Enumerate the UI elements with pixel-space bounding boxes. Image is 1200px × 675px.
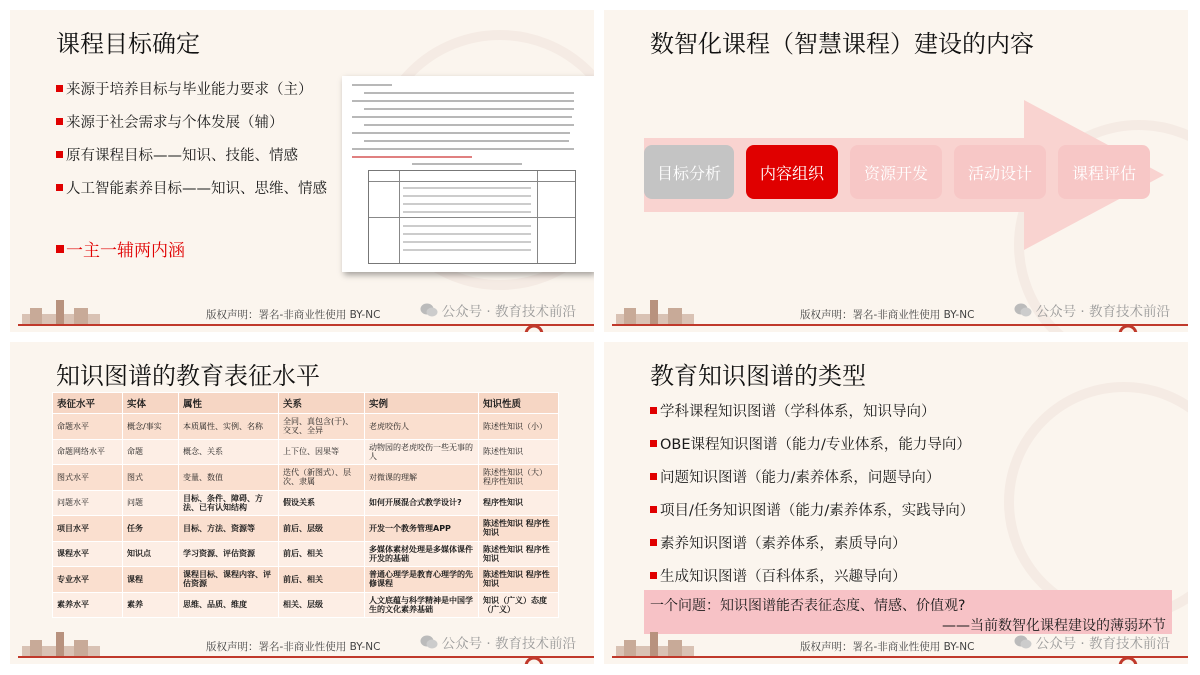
table-cell: 前后、相关 [279, 541, 365, 567]
table-header-row [53, 393, 559, 414]
bullet-square-icon [56, 184, 63, 191]
table-cell: 任务 [123, 516, 179, 542]
wechat-account-text: 公众号 · 教育技术前沿 [441, 304, 576, 320]
step-course-evaluation: 课程评估 [1058, 145, 1150, 199]
wechat-account-text: 公众号 · 教育技术前沿 [1035, 636, 1170, 652]
seal-icon [1118, 318, 1138, 332]
seal-icon [524, 318, 544, 332]
table-cell: 相关、层级 [279, 592, 365, 618]
bullet-square-icon [650, 407, 657, 414]
table-cell: 学习资源、评估资源 [179, 541, 279, 567]
bullet-square-icon [650, 473, 657, 480]
column-header: 知识性质 [479, 393, 559, 414]
bullet-square-icon [56, 151, 63, 158]
table-cell: 陈述性知识 程序性知识 [479, 541, 559, 567]
campus-building-icon [616, 630, 694, 658]
step-goal-analysis: 目标分析 [644, 145, 734, 199]
copyright-notice: 版权声明：署名-非商业性使用 BY-NC [800, 309, 975, 321]
table-cell: 变量、数值 [179, 465, 279, 491]
slide-title: 教育知识图谱的类型 [650, 362, 866, 390]
table-cell: 问题水平 [53, 490, 123, 516]
table-cell: 陈述性知识 程序性知识 [479, 516, 559, 542]
wechat-watermark [1014, 632, 1170, 652]
column-header: 属性 [179, 393, 279, 414]
table-cell: 全同、真包含(于)、交叉、全异 [279, 414, 365, 440]
bullet-text: 问题知识图谱（能力/素养体系，问题导向） [660, 470, 941, 486]
campus-building-icon [22, 630, 100, 658]
table-row [53, 541, 559, 567]
table-cell: 陈述性知识（大）程序性知识 [479, 465, 559, 491]
wechat-watermark [420, 300, 576, 320]
campus-building-icon [616, 298, 694, 326]
table-cell: 知识（广义）态度（广义） [479, 592, 559, 618]
table-cell: 图式水平 [53, 465, 123, 491]
bullet-text: 来源于社会需求与个体发展（辅） [66, 115, 284, 131]
bullet-item [56, 105, 327, 138]
wechat-icon [420, 635, 438, 649]
bullet-square-icon [650, 572, 657, 579]
bullet-text: 项目/任务知识图谱（能力/素养体系，实践导向） [660, 503, 975, 519]
bullet-text: 学科课程知识图谱（学科体系，知识导向） [660, 404, 936, 420]
table-cell: 概念、关系 [179, 439, 279, 465]
table-cell: 对微课的理解 [365, 465, 479, 491]
slide-footer [10, 638, 594, 664]
copyright-notice: 版权声明：署名-非商业性使用 BY-NC [206, 641, 381, 653]
seal-icon [1118, 650, 1138, 664]
bullet-text: 素养知识图谱（素养体系，素质导向） [660, 536, 907, 552]
wechat-icon [420, 303, 438, 317]
bullet-list [56, 72, 327, 204]
table-row [53, 490, 559, 516]
step-content-organization: 内容组织 [746, 145, 838, 199]
watermark-emblem [1004, 382, 1188, 622]
campus-building-icon [22, 298, 100, 326]
bullet-text: OBE课程知识图谱（能力/专业体系，能力导向） [660, 437, 971, 453]
slide-footer [604, 638, 1188, 664]
bullet-text: 人工智能素养目标——知识、思维、情感 [66, 181, 327, 197]
table-row [53, 516, 559, 542]
bullet-square-icon [56, 85, 63, 92]
wechat-icon [1014, 303, 1032, 317]
callout-answer: ——当前数智化课程建设的薄弱环节 [942, 618, 1166, 634]
table-cell: 多媒体素材处理是多媒体课件开发的基础 [365, 541, 479, 567]
table-cell: 动物园的老虎咬伤一些无事的人 [365, 439, 479, 465]
table-row [53, 465, 559, 491]
table-cell: 课程 [123, 567, 179, 593]
table-cell: 目标、方法、资源等 [179, 516, 279, 542]
copyright-notice: 版权声明：署名-非商业性使用 BY-NC [800, 641, 975, 653]
table-cell: 目标、条件、障碍、方法、已有认知结构 [179, 490, 279, 516]
bullet-item [650, 427, 974, 460]
question-callout [644, 590, 1172, 634]
table-cell: 课程水平 [53, 541, 123, 567]
column-header: 实体 [123, 393, 179, 414]
table-cell: 前后、相关 [279, 567, 365, 593]
bullet-item [650, 394, 974, 427]
table-cell: 前后、层级 [279, 516, 365, 542]
table-cell: 命题水平 [53, 414, 123, 440]
slide-knowledge-graph-levels [10, 342, 594, 664]
table-cell: 命题网络水平 [53, 439, 123, 465]
table-cell: 陈述性知识 程序性知识 [479, 567, 559, 593]
table-cell: 陈述性知识 [479, 439, 559, 465]
table-cell: 上下位、因果等 [279, 439, 365, 465]
table-cell: 人文底蕴与科学精神是中国学生的文化素养基础 [365, 592, 479, 618]
table-cell: 专业水平 [53, 567, 123, 593]
document-screenshot [342, 76, 594, 272]
table-cell: 知识点 [123, 541, 179, 567]
slide-footer [10, 306, 594, 332]
slide-title: 知识图谱的教育表征水平 [56, 362, 320, 390]
emphasis-line [56, 236, 185, 261]
slide-knowledge-graph-types [604, 342, 1188, 664]
column-header: 关系 [279, 393, 365, 414]
table-cell: 素养水平 [53, 592, 123, 618]
wechat-account-text: 公众号 · 教育技术前沿 [441, 636, 576, 652]
table-cell: 开发一个教务管理APP [365, 516, 479, 542]
table-cell: 项目水平 [53, 516, 123, 542]
column-header: 表征水平 [53, 393, 123, 414]
bullet-item [56, 171, 327, 204]
table-cell: 如何开展混合式教学设计? [365, 490, 479, 516]
slide-footer [604, 306, 1188, 332]
copyright-notice: 版权声明：署名-非商业性使用 BY-NC [206, 309, 381, 321]
table-cell: 普通心理学是教育心理学的先修课程 [365, 567, 479, 593]
wechat-watermark [1014, 300, 1170, 320]
table-cell: 本质属性、实例、名称 [179, 414, 279, 440]
wechat-account-text: 公众号 · 教育技术前沿 [1035, 304, 1170, 320]
step-activity-design: 活动设计 [954, 145, 1046, 199]
bullet-square-icon [650, 440, 657, 447]
table-cell: 素养 [123, 592, 179, 618]
bullet-text: 原有课程目标——知识、技能、情感 [66, 148, 298, 164]
table-cell: 思维、品质、维度 [179, 592, 279, 618]
bullet-item [650, 526, 974, 559]
bullet-square-icon [650, 506, 657, 513]
bullet-square-icon [56, 245, 64, 253]
table-cell: 老虎咬伤人 [365, 414, 479, 440]
callout-question: 一个问题：知识图谱能否表征态度、情感、价值观? [650, 598, 966, 614]
table-cell: 课程目标、课程内容、评估资源 [179, 567, 279, 593]
document-table [368, 170, 576, 264]
wechat-icon [1014, 635, 1032, 649]
table-row [53, 567, 559, 593]
slide-title: 数智化课程（智慧课程）建设的内容 [650, 30, 1034, 58]
bullet-item [56, 138, 327, 171]
table-cell: 陈述性知识（小） [479, 414, 559, 440]
table-cell: 问题 [123, 490, 179, 516]
emphasis-text: 一主一辅两内涵 [66, 241, 185, 261]
table-row [53, 414, 559, 440]
step-resource-development: 资源开发 [850, 145, 942, 199]
table-cell: 图式 [123, 465, 179, 491]
wechat-watermark [420, 632, 576, 652]
bullet-square-icon [650, 539, 657, 546]
slide-course-objectives [10, 10, 594, 332]
bullet-text: 来源于培养目标与毕业能力要求（主） [66, 82, 313, 98]
table-cell: 程序性知识 [479, 490, 559, 516]
slide-course-construction [604, 10, 1188, 332]
bullet-item [650, 460, 974, 493]
bullet-list [650, 394, 974, 592]
table-cell: 假设关系 [279, 490, 365, 516]
bullet-item [650, 493, 974, 526]
table-cell: 概念/事实 [123, 414, 179, 440]
bullet-item [650, 559, 974, 592]
bullet-item [56, 72, 327, 105]
table-row [53, 439, 559, 465]
table-row [53, 592, 559, 618]
seal-icon [524, 650, 544, 664]
table-cell: 迭代（新图式）、层次、隶属 [279, 465, 365, 491]
table-cell: 命题 [123, 439, 179, 465]
bullet-text: 生成知识图谱（百科体系，兴趣导向） [660, 569, 907, 585]
slide-title: 课程目标确定 [56, 30, 200, 58]
column-header: 实例 [365, 393, 479, 414]
bullet-square-icon [56, 118, 63, 125]
representation-levels-table [52, 392, 559, 618]
